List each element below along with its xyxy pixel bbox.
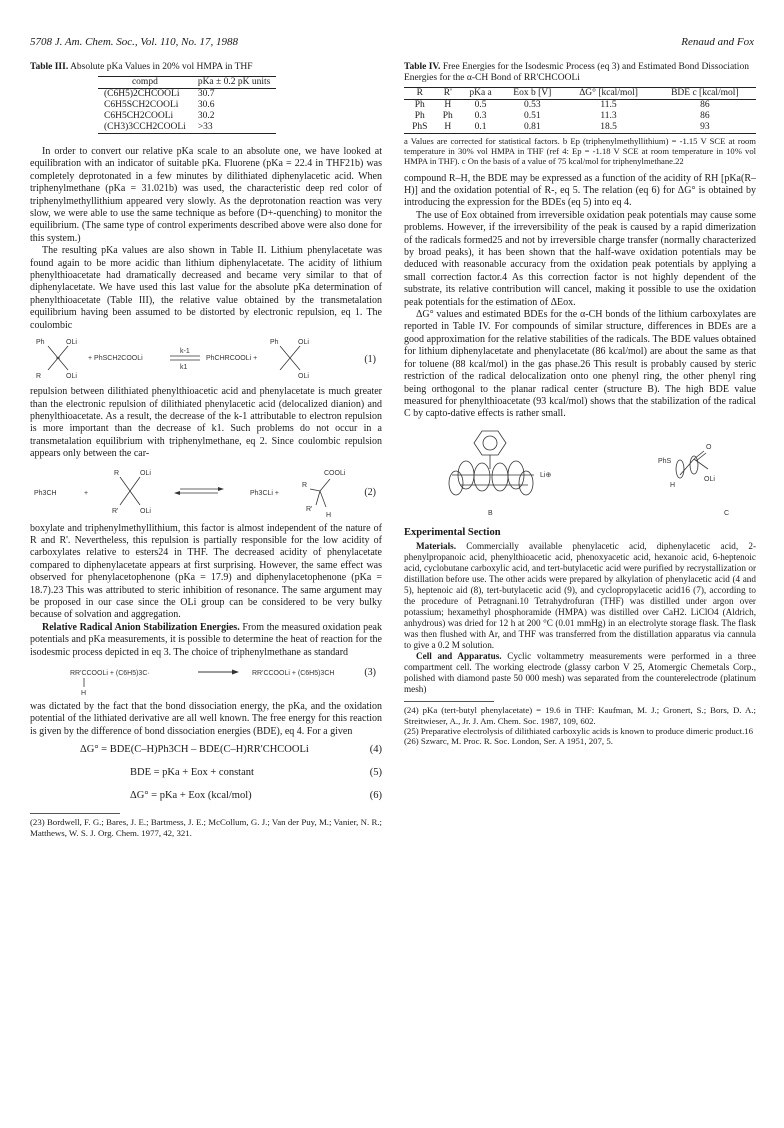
svg-text:OLi: OLi xyxy=(66,373,77,381)
right-column xyxy=(404,62,756,747)
table4-header-4: ΔG° [kcal/mol] xyxy=(563,88,653,100)
svg-text:OLi: OLi xyxy=(66,339,77,347)
footnote-24: (24) pKa (tert-butyl phenylacetate) = 19.6 in THF: Kaufman, M. J.; Gronert, S.; Bors, D. A.; Streitwieser, A., Jr. J. Am. Chem. Soc. 1987, 109, 602. xyxy=(404,705,756,726)
equation-4: ΔG° = BDE(C–H)Ph3CH – BDE(C–H)RR'CHCOOLi (4) xyxy=(80,744,382,756)
body-paragraph: Materials. Commercially available phenylacetic acid, diphenylacetic acid, 2-phenylpropanoic acid, phenylthioacetic acid, phenoxyacetic acid, hexanoic acid, 6-heptenoic acid, cyclobutane carboxylic acid, and tert-butylacetic acid were purified by recrystallization or distillation before use. The other acids were prepared by alkylation of phenylacetic acid (4 and 5), heptenoic aid (8), tert-butylacetic acid (9), and cyclopropylacetic acid16 (7), according to the procedure of Petragnani.10 Tetrahydrofuran (THF) was distilled under argon over potassium; hexamethyl phosphoramide (HMPA) was distilled over CaH2. LiClO4 (Aldrich, anhydrous) was dried for 12 h at 200 °C (0.01 mmHg) in an electrolyte storage flask. The flask was then flushed with Ar, and THF was transferred from the distillation apparatus via cannula to give a 0.2 M solution. xyxy=(404,541,757,651)
table4-header-0: R xyxy=(404,88,436,100)
svg-text:H: H xyxy=(326,511,332,519)
structures-b-c xyxy=(404,425,756,521)
svg-text:+ PhSCH2COOLi: + PhSCH2COOLi xyxy=(88,355,143,363)
svg-text:k-1: k-1 xyxy=(180,348,190,356)
svg-text:R': R' xyxy=(306,505,313,513)
svg-text:Ph3CH: Ph3CH xyxy=(34,489,57,497)
svg-text:Ph: Ph xyxy=(36,339,45,347)
header-journal: 5708 J. Am. Chem. Soc., Vol. 110, No. 17, 1988 xyxy=(30,36,238,48)
footnote-rule xyxy=(404,701,494,702)
table-row: (C6H5)2CHCOOLi 30.7 xyxy=(104,89,215,99)
table4-header-2: pKa a xyxy=(460,88,501,100)
body-paragraph: compound R–H, the BDE may be expressed as a function of the acidity of RH [pKa(R–H)] and the oxidation potential of R-, eq 5. The relation (eq 6) for ΔG° is obtained by introducing the expression for the BDEs (eq 5) into eq 4. xyxy=(404,172,756,209)
footnote-23: (23) Bordwell, F. G.; Bares, J. E.; Bartmess, J. E.; McCollum, G. J.; Van der Puy, M.; Vanier, N. R.; Matthews, W. S. J. Org. Chem. 1977, 42, 321. xyxy=(30,817,382,838)
table4-caption: Table IV. Free Energies for the Isodesmic Process (eq 3) and Estimated Bond Dissociation Energies for the α-CH Bond of RR'CHCOOLi xyxy=(404,62,749,83)
body-paragraph: Relative Radical Anion Stabilization Energies. From the measured oxidation peak potentials and pKa measurements, it is possible to determine the heat of reaction for the isodesmic process depicted in eq 3. The choice of triphenylmethane as standard xyxy=(30,621,382,658)
header-authors: Renaud and Fox xyxy=(681,36,754,48)
body-paragraph: boxylate and triphenylmethyllithium, this factor is almost independent of the nature of R and R'. Nevertheless, this repulsion is partially responsible for the low acidity of carboxylates relative to esters24 in THF. The decreased acidity of phenylacetate compared to diphenylacetate appears at first surprising. However, the same effect was observed for phenylacetophenone (pKa = 17.9) and diphenylacetophenone (pKa = 18.7).23 This was attributed to steric inhibition of resonance. The same argument may be proposed in our case since the OLi group can be considered to be very bulky because of solvation and aggregation. xyxy=(30,522,382,621)
svg-text:RR'CCOOLi + (C6H5)3CH: RR'CCOOLi + (C6H5)3CH xyxy=(252,670,335,677)
svg-text:Li⊕: Li⊕ xyxy=(540,471,552,479)
table-row: (CH3)3CCH2COOLi >33 xyxy=(98,122,276,134)
section-title: Experimental Section xyxy=(404,526,501,538)
table4-header-5: BDE c [kcal/mol] xyxy=(654,88,756,100)
footnote-25: (25) Preparative electrolysis of dilithiated carboxylic acids is known to produce dimeric product.16 xyxy=(404,725,754,736)
svg-text:H: H xyxy=(670,481,676,489)
left-column xyxy=(30,62,382,838)
svg-text:R: R xyxy=(114,469,120,477)
svg-text:COOLi: COOLi xyxy=(324,469,346,477)
equation-2-scheme xyxy=(30,465,382,519)
table-row: C6H5SCH2COOLi 30.6 xyxy=(104,100,215,110)
equation-3-scheme xyxy=(30,663,382,697)
svg-text:OLi: OLi xyxy=(140,469,151,477)
body-paragraph: Cell and Apparatus. Cyclic voltammetry measurements were performed in a three compartment cell. The working electrode (glassy carbon V 25, Atomergic Chemetals Corp., polished with diamond paste 50 000 mesh) was separated from the counterelectrode (platinum mesh) xyxy=(404,651,756,695)
svg-text:(1): (1) xyxy=(364,354,376,366)
table4-footnote: a Values are corrected for statistical factors. b Ep (triphenylmethyllithium) = -1.15 V SCE at room temperature in 30% vol HMPA in THF (ref 4: Ep = -1.18 V SCE at room temperature in 10% vol HMPA in THF). c On the basis of a value of 75 kcal/mol for triphenylmethane.22 xyxy=(404,136,756,167)
body-paragraph: The use of Eox obtained from irreversible oxidation peak potentials may cause some problems. However, if the irreversibility of the peak is caused by a rapid dimerization of the radicals formed25 and not by irreversible charge transfer (normally characterized by broad peaks), it has been shown that the half-wave oxidation potentials may be deduced with reasonable accuracy from the oxidation peak potentials by applying a small correction factor.4 As this correction factor is not highly dependent of the substrate, its relative contribution will cancel, making it possible to use the oxidation peak potentials for the estimation of ΔEox. xyxy=(404,209,756,308)
svg-text:R: R xyxy=(302,481,308,489)
table3-header-1: pKa ± 0.2 pK units xyxy=(192,77,277,89)
svg-text:Ph3CLi +: Ph3CLi + xyxy=(250,489,279,497)
footnote-26: (26) Szwarc, M. Proc. R. Soc. London, Ser. A 1951, 207, 5. xyxy=(404,736,613,747)
svg-text:OLi: OLi xyxy=(704,475,715,483)
svg-text:(3): (3) xyxy=(364,667,376,678)
equation-6: ΔG° = pKa + Eox (kcal/mol) (6) xyxy=(130,790,382,802)
table4 xyxy=(404,87,756,134)
table-row: C6H5CH2COOLi 30.2 xyxy=(104,111,215,121)
svg-text:C: C xyxy=(724,509,730,517)
body-paragraph: repulsion between dilithiated phenylthioacetic acid and phenylacetate is much greater than the electronic repulsion of dilithiated phenylacetic acid (delocalized dianion) and phenylthioacetate. As a result, the decrease of the k-1 attributable to electron repulsion is more important than the decrease of k1. Such problems do not occur in a transmetalation equilibrium with triphenylmethane, eq 2. Since coulombic repulsion appears only between the car- xyxy=(30,386,382,460)
table4-header-3: Eox b [V] xyxy=(501,88,563,100)
svg-text:PhCHRCOOLi +: PhCHRCOOLi + xyxy=(206,355,258,363)
svg-text:Ph: Ph xyxy=(270,339,279,347)
equation-5: BDE = pKa + Eox + constant (5) xyxy=(130,767,382,779)
table3 xyxy=(98,76,276,134)
svg-text:OLi: OLi xyxy=(298,339,309,347)
svg-text:RR'CCOOLi + (C6H5)3C·: RR'CCOOLi + (C6H5)3C· xyxy=(70,670,150,677)
body-paragraph: was dictated by the fact that the bond dissociation energy, the pKa, and the oxidation potential of the lithiated derivative are all well known. The free energy for this reaction is given by the difference of bond dissociation energies (BDE), eq 4. For a given xyxy=(30,701,382,737)
svg-text:OLi: OLi xyxy=(298,373,309,381)
svg-text:O: O xyxy=(706,443,712,451)
svg-text:B: B xyxy=(488,509,493,517)
body-paragraph: The resulting pKa values are also shown in Table II. Lithium phenylacetate was found again to be more acidic than lithium diphenylacetate. The acidity of lithium phenylthioacetate had dramatically decreased and became very similar to that of diphenylacetate. We have used this last value for the absolute pKa determination of phenylthioacetate (Table III), the relative value obtained by the transmetalation equilibrium having been assumed to be distorted by electronic repulsion, eq 1. The coulombic xyxy=(30,245,382,331)
svg-text:+: + xyxy=(84,489,89,497)
svg-text:H: H xyxy=(81,690,87,697)
svg-text:(2): (2) xyxy=(364,486,376,498)
equation-1-scheme xyxy=(30,336,382,382)
body-paragraph: In order to convert our relative pKa scale to an absolute one, we have looked at equilibration with an indicator of suitable pKa. Fluorene (pKa = 22.4 in THF21b) was completely deprotonated in a few minutes by dilithiated diphenylacetic acid. When triphenylmethane (pKa = 31.021b) was used, the characteristic deep red color of triphenylmethyllithium appeared very slowly. As the deprotonation reaction was very slow, we were able to use the same technique as before (D+-quenching) to monitor the equilibrium. (The same type of control experiments described above were also done for this system.) xyxy=(30,146,382,244)
table-row: Ph H 0.5 0.53 11.5 86 xyxy=(414,100,710,110)
svg-text:k1: k1 xyxy=(180,364,188,372)
table-row: Ph Ph 0.3 0.51 11.3 86 xyxy=(414,111,710,121)
table3-header-0: compd xyxy=(98,77,192,89)
table3-caption: Table III. Absolute pKa Values in 20% vol HMPA in THF xyxy=(30,62,253,72)
svg-text:R: R xyxy=(36,373,42,381)
svg-text:PhS: PhS xyxy=(658,457,672,465)
body-paragraph: ΔG° values and estimated BDEs for the α-CH bonds of the lithium carboxylates are reported in Table IV. For compounds of similar structure, differences in BDEs are a good approximation for the relative stabilities of the radicals. The BDE values obtained for lithium diphenylacetate and phenylacetate (86 kcal/mol) are about the same as that for toluene (88 kcal/mol) in the gas phase.26 This result is probably caused by steric restriction of the radical delocalization onto one phenyl ring, the other phenyl ring being orthogonal to the planar radical center (structure B). The high BDE value measured for phenylthioacetate (93 kcal/mol) shows that the stabilization of the radical C by capto-dative effects is rather small. xyxy=(404,309,756,420)
svg-text:R': R' xyxy=(112,507,119,515)
table4-header-1: R' xyxy=(436,88,460,100)
svg-text:OLi: OLi xyxy=(140,507,151,515)
footnote-rule xyxy=(30,813,120,814)
table-row: PhS H 0.1 0.81 18.5 93 xyxy=(404,122,756,134)
